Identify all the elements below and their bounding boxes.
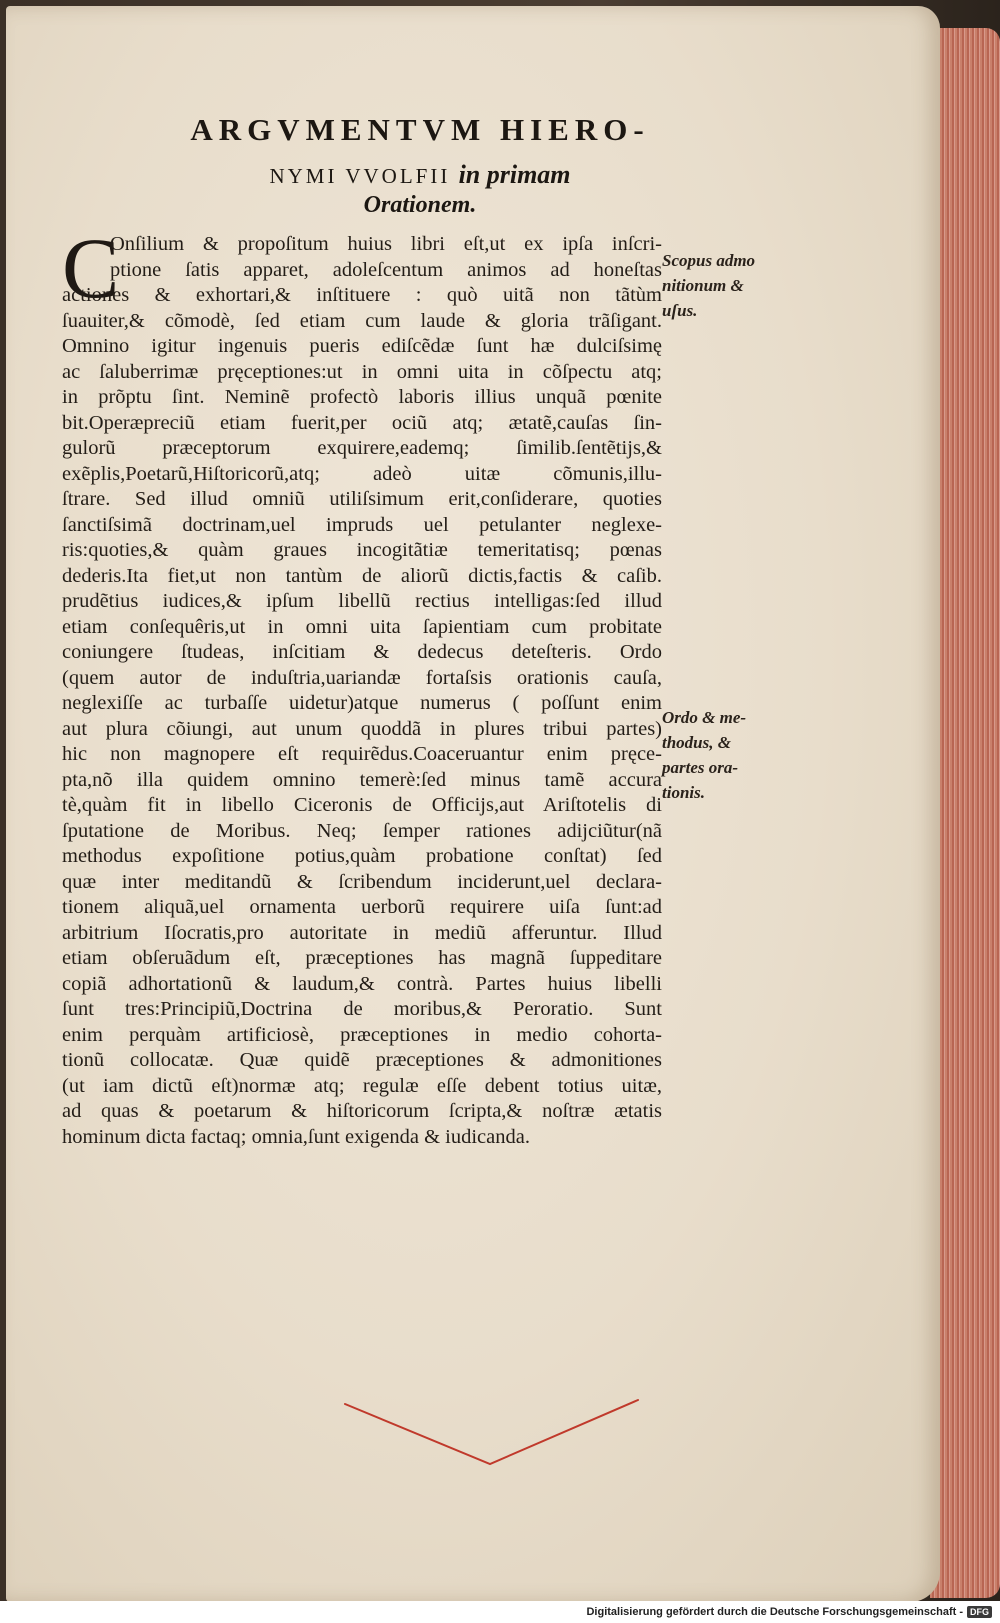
margin-note-line: thodus, & <box>662 733 731 752</box>
body-line: ſputatione de Moribus. Neq; ſemper rationes adijciũtur(nã <box>62 819 662 842</box>
body-line: gulorũ præceptorum exquirere,eademq; ſimilib.ſentẽtijs,& <box>62 437 662 459</box>
margin-note-line: tionis. <box>662 783 705 802</box>
heading-line-2 <box>100 160 740 190</box>
body-line: coniungere ſtudeas, inſcitiam & dedecus deteſteris. Ordo <box>62 641 662 663</box>
heading-line-1: ARGVMENTVM HIERO- <box>190 112 650 147</box>
body-line: dederis.Ita fiet,ut non tantùm de aliorũ dictis,factis & caſib. <box>62 564 662 587</box>
margin-note-line: Scopus admo <box>662 251 756 270</box>
body-line: bit.Operæpreciũ etiam fuerit,per ociũ atq; ætatẽ,cauſas ſin- <box>62 411 662 434</box>
body-line: ſanctiſsimã doctrinam,uel impruds uel petulanter neglexe- <box>62 513 662 536</box>
margin-note-order <box>662 705 792 805</box>
body-line: etiam conſequêris,ut in omni uita ſapientiam cum probitate <box>62 615 662 638</box>
body-line: ptione ſatis apparet, adoleſcentum animos ad honeſtas <box>110 258 662 281</box>
body-line: tionũ collocatæ. Quæ quidẽ præceptiones & admonitiones <box>62 1049 662 1071</box>
dfg-logo-icon: DFG <box>967 1606 992 1618</box>
body-line: actiones & exhortari,& inſtituere : quò uitã non tãtùm <box>62 284 662 306</box>
body-line: tè,quàm fit in libello Ciceronis de Officijs,aut Ariſtotelis di <box>62 794 662 816</box>
body-line: copiã adhortationũ & laudum,& contrà. Partes huius libelli <box>62 972 662 995</box>
body-line: tionem aliquã,uel ornamenta uerborũ requirere uiſa ſunt:ad <box>62 896 662 918</box>
body-line: enim perquàm artificiosè, præceptiones in medio cohorta- <box>62 1023 662 1046</box>
body-line: aut plura cõiungi, aut unum quoddã in plures tribui partes) <box>62 717 662 740</box>
body-line: quæ inter meditandũ & ſcribendum inciderunt,uel declara- <box>62 870 662 893</box>
body-line: ſtrare. Sed illud omniũ utiliſsimum erit,conſiderare, quoties <box>62 488 662 510</box>
body-line: hic non magnopere eſt requirẽdus.Coaceruantur enim pręce- <box>62 743 662 765</box>
heading-line-3: Orationem. <box>363 192 477 218</box>
body-line: Onſilium & propoſitum huius libri eſt,ut ex ipſa inſcri- <box>110 233 662 255</box>
digitization-footer <box>0 1601 1000 1623</box>
body-line: ris:quoties,& quàm graues incogitãtiæ temeritatisq; pœnas <box>62 539 662 561</box>
body-line: ac ſaluberrimæ pręceptiones:ut in omni uita in cõſpectu atq; <box>62 360 662 383</box>
heading-line-2-italic: in primam <box>458 160 571 189</box>
body-line: ſunt tres:Principiũ,Doctrina de moribus,& Peroratio. Sunt <box>62 998 662 1020</box>
body-line: (ut iam dictũ eſt)normæ atq; regulæ eſſe debent totius uitæ, <box>62 1074 662 1097</box>
body-text <box>62 232 662 1150</box>
margin-note-line: uſus. <box>662 301 698 320</box>
red-pen-mark <box>340 1392 640 1472</box>
body-line: neglexiſſe ac turbaſſe uidetur)atque numerus ( poſſunt enim <box>62 692 662 714</box>
footer-text: Digitalisierung gefördert durch die Deutsche Forschungsgemeinschaft - <box>586 1606 963 1618</box>
book-page-edges <box>930 28 1000 1598</box>
body-line: etiam obſeruãdum eſt, præceptiones has magnã ſuppeditare <box>62 947 662 969</box>
body-line: methodus expoſitione potius,quàm probatione conſtat) ſed <box>62 845 662 867</box>
margin-note-line: partes ora- <box>662 758 739 777</box>
drop-cap: C <box>62 220 120 316</box>
body-line: exẽplis,Poetarũ,Hiſtoricorũ,atq; adeò uitæ cõmunis,illu- <box>62 462 662 485</box>
body-line: ad quas & poetarum & hiſtoricorum ſcripta,& noſtræ ætatis <box>62 1100 662 1122</box>
body-line: arbitrium Iſocratis,pro autoritate in mediũ afferuntur. Illud <box>62 921 662 944</box>
body-line: (quem autor de induſtria,uariandæ fortaſsis orationis cauſa, <box>62 666 662 689</box>
body-line: hominum dicta factaq; omnia,ſunt exigenda & iudicanda. <box>62 1125 530 1148</box>
margin-note-line: Ordo & me- <box>662 708 747 727</box>
heading-line-2-caps: NYMI VVOLFII <box>269 164 459 188</box>
body-line: ſuauiter,& cõmodè, ſed etiam cum laude & gloria trãſigant. <box>62 309 662 332</box>
margin-note-line: nitionum & <box>662 276 744 295</box>
body-line: Omnino igitur ingenuis pueris ediſcẽdæ ſunt hæ dulciſsimę <box>62 335 662 357</box>
body-line: in prõptu ſint. Neminẽ profectò laboris illius unquã pœnite <box>62 386 662 408</box>
body-line: prudẽtius iudices,& ipſum libellũ rectius intelligas:ſed illud <box>62 590 662 612</box>
margin-note-scope <box>662 248 792 323</box>
body-line: pta,nõ illa quidem omnino temerè:ſed minus tamẽ accura <box>62 768 662 791</box>
